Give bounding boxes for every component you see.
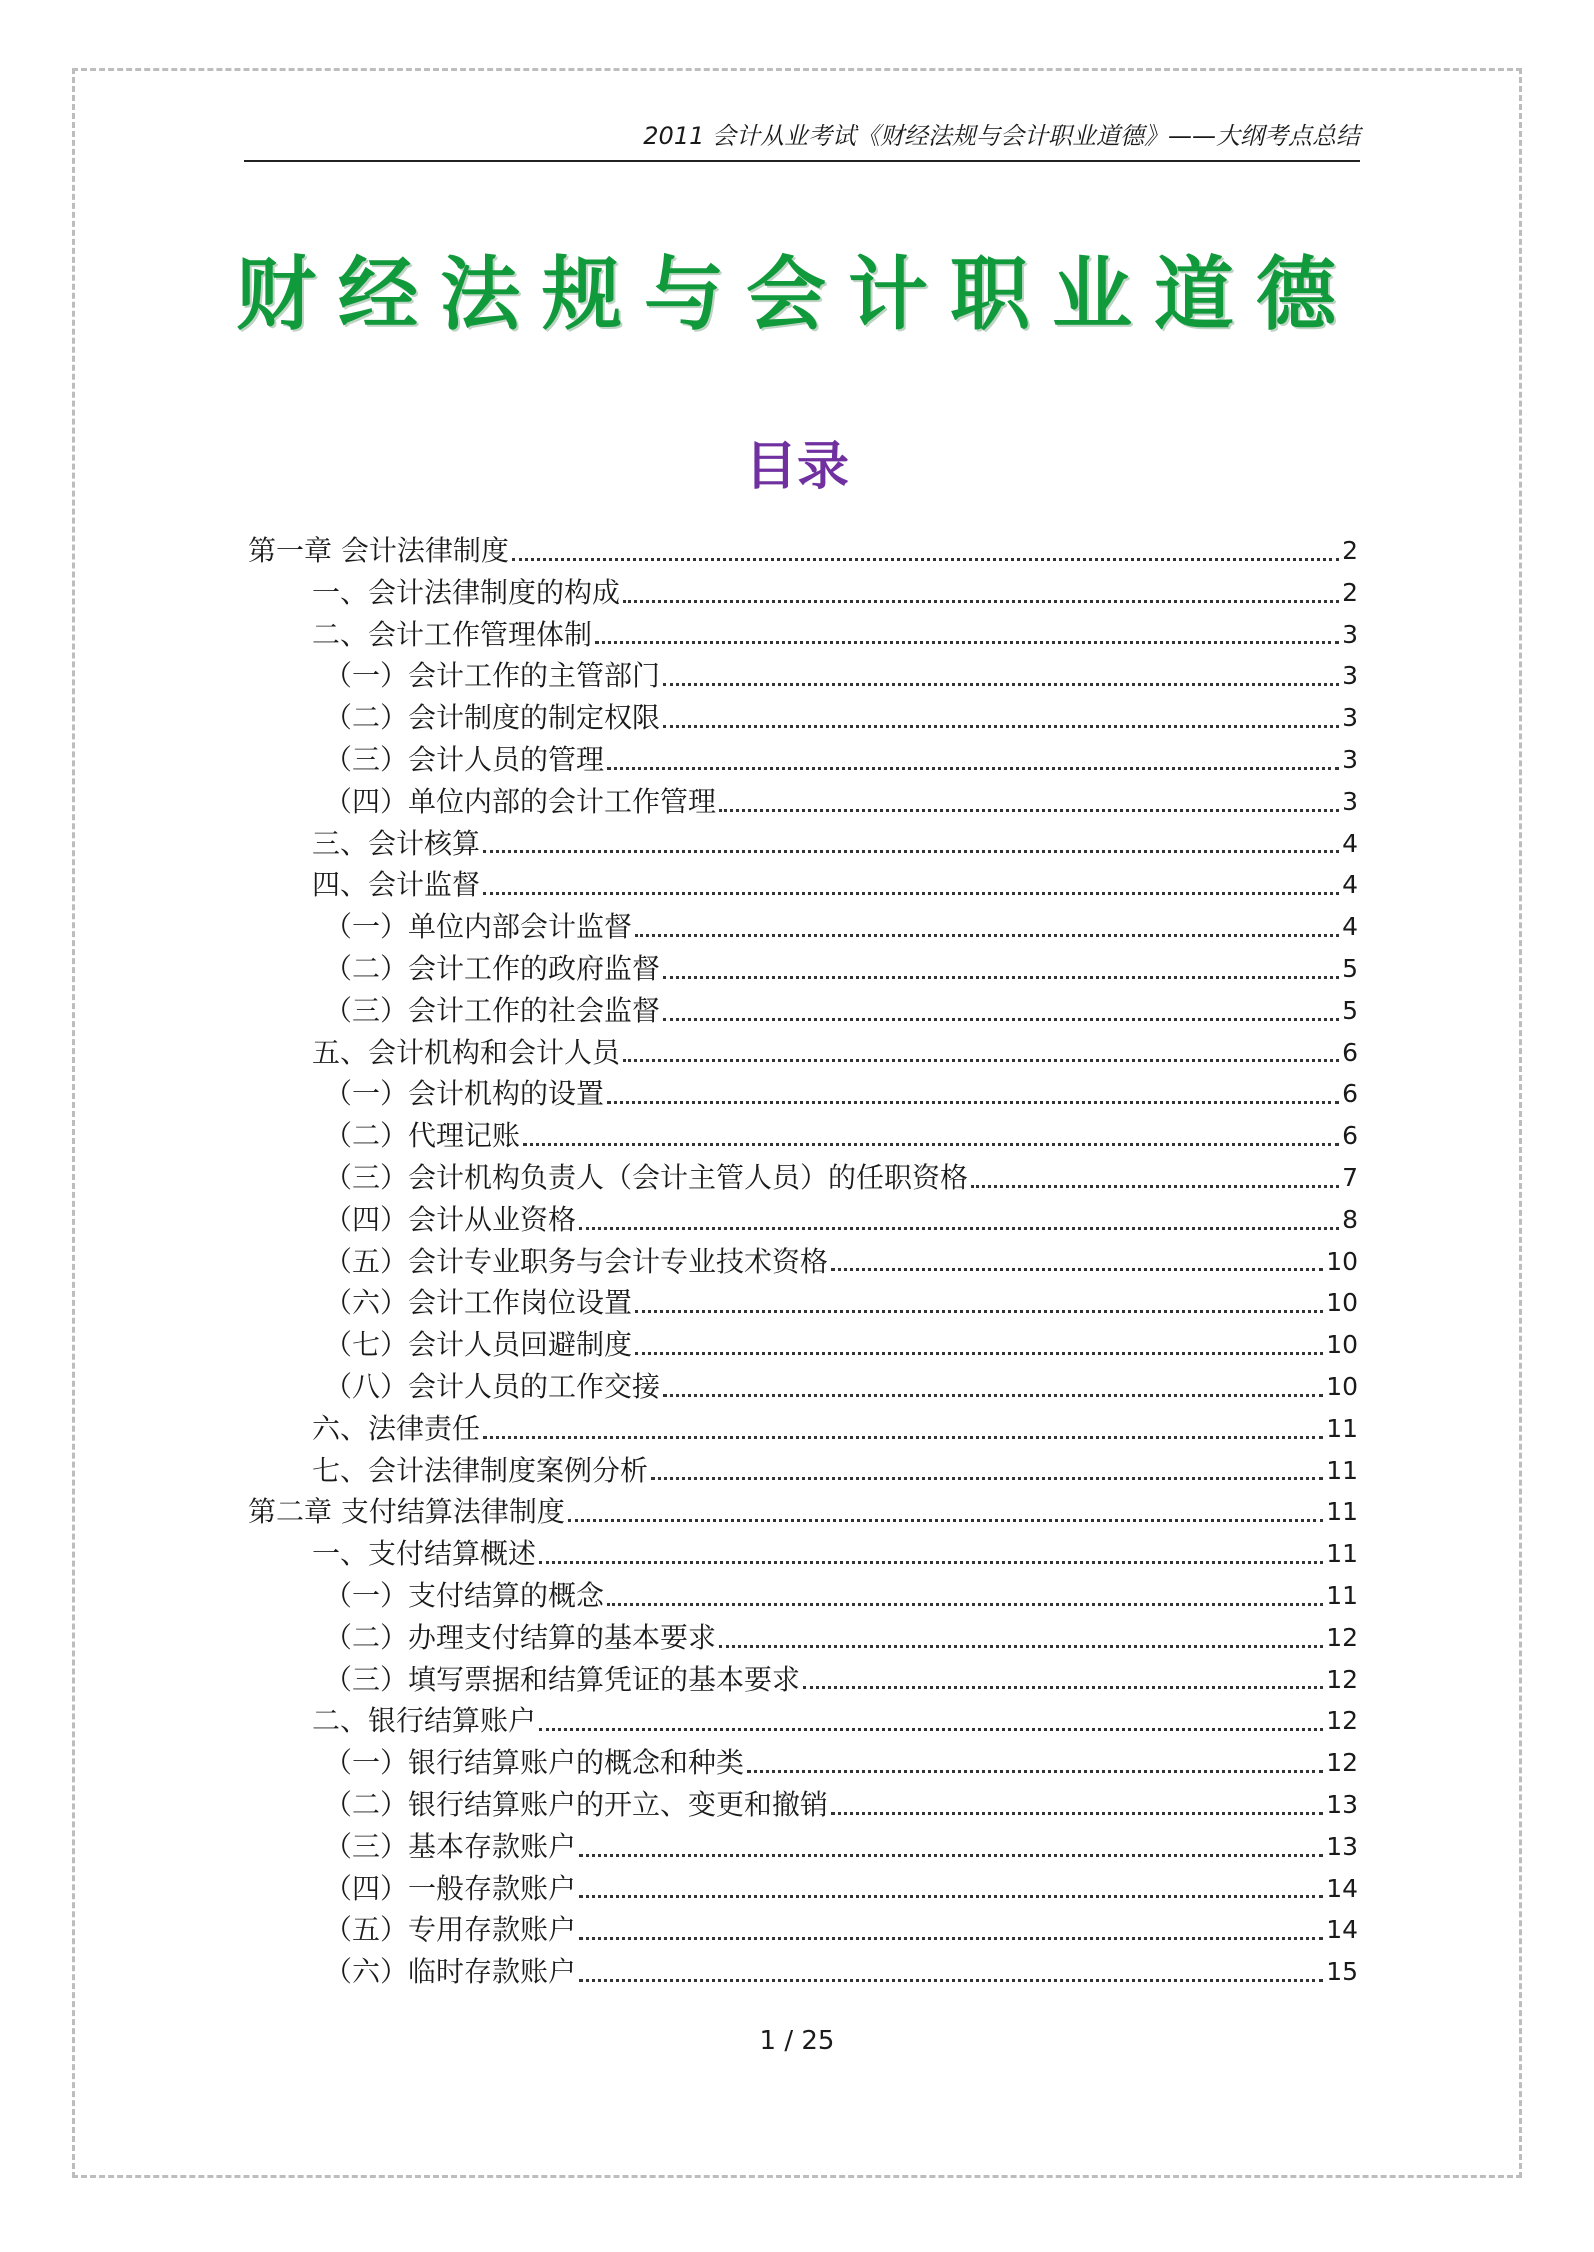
toc-leader-dots [595,641,1339,644]
toc-entry-title: 五、会计机构和会计人员 [312,1035,621,1069]
toc-entry-title: 三、会计核算 [312,826,481,860]
toc-leader-dots [579,1854,1323,1857]
toc-leader-dots [719,1645,1323,1648]
toc-entry-title: 第二章 支付结算法律制度 [248,1495,565,1529]
toc-leader-dots [635,1310,1323,1313]
toc-entry-title: （八）会计人员的工作交接 [324,1369,661,1403]
toc-entry-page: 4 [1342,870,1358,900]
toc-leader-dots [483,850,1339,853]
toc-entry[interactable] [248,1032,1358,1074]
toc-entry-title: 六、法律责任 [312,1411,481,1445]
toc-entry[interactable] [248,948,1358,990]
toc-leader-dots [607,1603,1323,1606]
toc-entry-title: （六）会计工作岗位设置 [324,1286,633,1320]
toc-leader-dots [831,1268,1323,1271]
toc-entry-page: 14 [1326,1873,1358,1903]
toc-entry-title: （五）专用存款账户 [324,1913,577,1947]
toc-entry[interactable] [248,1826,1358,1868]
toc-leader-dots [607,1101,1339,1104]
toc-entry-page: 10 [1326,1246,1358,1276]
toc-entry-title: 七、会计法律制度案例分析 [312,1453,649,1487]
toc-entry-page: 12 [1326,1706,1358,1736]
document-title: 财经法规与会计职业道德 [236,248,1358,341]
toc-leader-dots [663,725,1339,728]
toc-entry[interactable] [248,1324,1358,1366]
toc-entry[interactable] [248,1784,1358,1826]
toc-leader-dots [623,600,1339,603]
toc-entry-page: 10 [1326,1288,1358,1318]
toc-entry-title: （四）单位内部的会计工作管理 [324,784,717,818]
toc-entry[interactable] [248,1115,1358,1157]
toc-leader-dots [607,767,1339,770]
toc-leader-dots [483,892,1339,895]
toc-entry[interactable] [248,1659,1358,1701]
toc-entry[interactable] [248,1700,1358,1742]
toc-entry-title: （三）会计工作的社会监督 [324,993,661,1027]
toc-entry-title: （五）会计专业职务与会计专业技术资格 [324,1244,829,1278]
toc-entry[interactable] [248,1909,1358,1951]
toc-entry-page: 6 [1342,1037,1358,1067]
toc-entry-page: 6 [1342,1079,1358,1109]
toc-leader-dots [635,934,1339,937]
toc-entry-page: 10 [1326,1371,1358,1401]
toc-entry-title: 第一章 会计法律制度 [248,534,509,567]
toc-entry-title: （四）会计从业资格 [324,1202,577,1236]
toc-entry[interactable] [248,1450,1358,1492]
toc-entry-page: 3 [1342,786,1358,816]
toc-entry-page: 7 [1342,1162,1358,1192]
toc-leader-dots [579,1979,1323,1982]
toc-entry-page: 4 [1342,828,1358,858]
toc-entry[interactable] [248,990,1358,1032]
toc-leader-dots [651,1477,1323,1480]
toc-entry-page: 15 [1326,1957,1358,1987]
toc-entry-title: （四）一般存款账户 [324,1871,577,1905]
table-of-contents [248,530,1358,1993]
toc-entry[interactable] [248,906,1358,948]
toc-entry-page: 3 [1342,703,1358,733]
toc-leader-dots [579,1895,1323,1898]
toc-entry[interactable] [248,655,1358,697]
toc-entry-page: 11 [1326,1497,1358,1527]
toc-leader-dots [635,1352,1323,1355]
toc-entry[interactable] [248,1073,1358,1115]
toc-entry-title: （一）会计机构的设置 [324,1077,605,1111]
toc-entry[interactable] [248,614,1358,656]
toc-entry-page: 5 [1342,953,1358,983]
toc-entry-page: 13 [1326,1831,1358,1861]
toc-entry-page: 4 [1342,912,1358,942]
toc-entry-page: 3 [1342,744,1358,774]
toc-entry-page: 8 [1342,1204,1358,1234]
toc-entry[interactable] [248,1575,1358,1617]
toc-entry-title: 一、会计法律制度的构成 [312,575,621,609]
toc-entry[interactable] [248,1157,1358,1199]
toc-leader-dots [539,1728,1323,1731]
toc-leader-dots [747,1770,1323,1773]
toc-leader-dots [579,1937,1323,1940]
toc-leader-dots [483,1436,1323,1439]
toc-entry[interactable] [248,1241,1358,1283]
toc-entry-page: 11 [1326,1413,1358,1443]
toc-entry-page: 6 [1342,1121,1358,1151]
toc-entry[interactable] [248,697,1358,739]
toc-entry-title: （二）代理记账 [324,1119,521,1153]
toc-entry-page: 12 [1326,1622,1358,1652]
toc-entry-page: 13 [1326,1789,1358,1819]
toc-entry[interactable] [248,823,1358,865]
toc-entry-page: 14 [1326,1915,1358,1945]
toc-leader-dots [623,1059,1339,1062]
toc-entry-title: （二）会计制度的制定权限 [324,701,661,735]
toc-entry[interactable] [248,781,1358,823]
running-header: 2011 会计从业考试《财经法规与会计职业道德》——大纲考点总结 [244,118,1360,162]
toc-entry[interactable] [248,1366,1358,1408]
toc-entry-page: 3 [1342,661,1358,691]
toc-entry[interactable] [248,1408,1358,1450]
toc-entry-title: （二）办理支付结算的基本要求 [324,1620,717,1654]
toc-entry-page: 2 [1342,577,1358,607]
toc-leader-dots [539,1561,1323,1564]
toc-leader-dots [831,1812,1323,1815]
toc-leader-dots [803,1686,1323,1689]
toc-entry[interactable] [248,530,1358,572]
toc-entry-page: 5 [1342,995,1358,1025]
toc-entry-title: （一）银行结算账户的概念和种类 [324,1746,745,1780]
toc-entry[interactable] [248,1533,1358,1575]
toc-leader-dots [971,1185,1339,1188]
toc-entry-title: （一）单位内部会计监督 [324,910,633,944]
toc-leader-dots [663,1394,1323,1397]
toc-entry-title: 四、会计监督 [312,868,481,902]
toc-entry-title: （三）会计人员的管理 [324,742,605,776]
toc-leader-dots [719,809,1339,812]
toc-entry-title: （七）会计人员回避制度 [324,1328,633,1362]
toc-entry-page: 11 [1326,1580,1358,1610]
toc-entry-page: 11 [1326,1455,1358,1485]
toc-entry[interactable] [248,1951,1358,1993]
toc-leader-dots [568,1519,1323,1522]
toc-entry[interactable] [248,1742,1358,1784]
toc-entry[interactable] [248,864,1358,906]
toc-entry-title: （二）银行结算账户的开立、变更和撤销 [324,1787,829,1821]
toc-entry-page: 10 [1326,1330,1358,1360]
toc-entry-title: 二、银行结算账户 [312,1704,537,1738]
toc-entry-title: （一）支付结算的概念 [324,1578,605,1612]
toc-leader-dots [663,976,1339,979]
toc-entry-page: 11 [1326,1539,1358,1569]
toc-heading: 目录 [744,437,849,497]
toc-entry-page: 3 [1342,619,1358,649]
toc-entry[interactable] [248,1282,1358,1324]
toc-entry[interactable] [248,1199,1358,1241]
toc-entry-page: 12 [1326,1664,1358,1694]
page-number: 1 / 25 [759,2026,835,2056]
toc-entry-title: （六）临时存款账户 [324,1955,577,1989]
toc-leader-dots [663,683,1339,686]
toc-entry-title: （三）基本存款账户 [324,1829,577,1863]
toc-leader-dots [523,1143,1339,1146]
toc-entry-page: 12 [1326,1748,1358,1778]
toc-leader-dots [579,1227,1339,1230]
toc-entry-title: 二、会计工作管理体制 [312,617,593,651]
toc-entry[interactable] [248,1868,1358,1910]
toc-leader-dots [512,558,1339,561]
toc-entry[interactable] [248,1491,1358,1533]
toc-entry-title: 一、支付结算概述 [312,1537,537,1571]
toc-entry-title: （二）会计工作的政府监督 [324,951,661,985]
toc-entry-title: （三）会计机构负责人（会计主管人员）的任职资格 [324,1160,969,1194]
toc-entry[interactable] [248,1617,1358,1659]
toc-leader-dots [663,1018,1339,1021]
toc-entry[interactable] [248,739,1358,781]
toc-entry[interactable] [248,572,1358,614]
toc-entry-title: （三）填写票据和结算凭证的基本要求 [324,1662,801,1696]
toc-entry-page: 2 [1342,536,1358,565]
toc-entry-title: （一）会计工作的主管部门 [324,659,661,693]
